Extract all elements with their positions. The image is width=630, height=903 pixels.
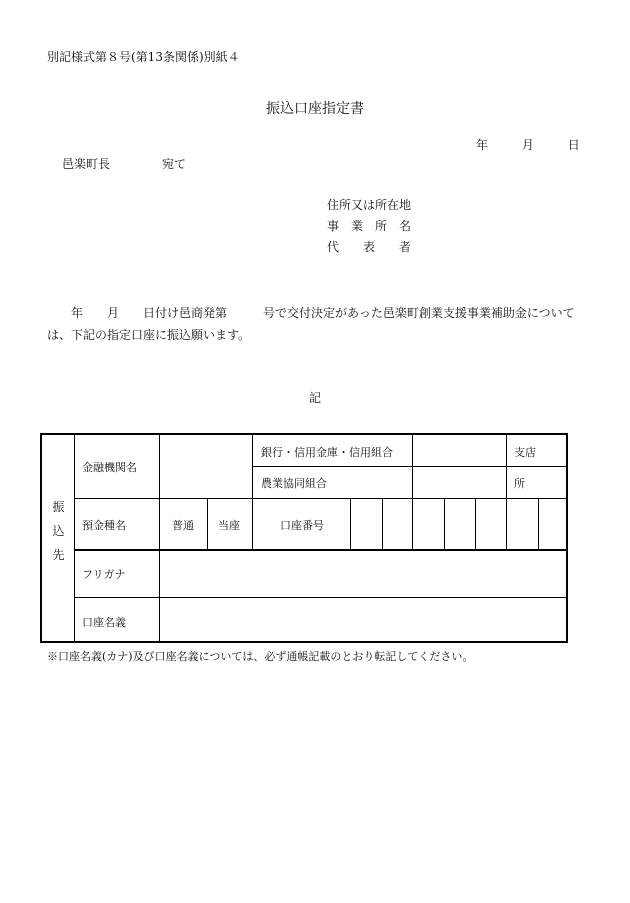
date-row (476, 136, 580, 153)
transfer-destination-label (42, 495, 75, 567)
account-name-label: 口座名義 (82, 616, 126, 629)
side-label-char: 振 (52, 500, 65, 514)
addressee-honorific: 宛て (162, 157, 187, 171)
bank-type-line2: 農業協同組合 (261, 477, 327, 490)
applicant-representative-label: 代 表 者 (327, 240, 412, 254)
branch-office-label: 所 (514, 477, 525, 490)
document-title: 振込口座指定書 (266, 101, 364, 117)
branch-label: 支店 (514, 446, 536, 459)
date-year: 年 (476, 138, 489, 152)
deposit-type-label: 預金種名 (82, 519, 126, 532)
addressee (62, 155, 186, 172)
side-label-char: 込 (52, 524, 65, 538)
footnote: ※口座名義(カナ)及び口座名義については、必ず通帳記載のとおり転記してください。 (47, 650, 474, 663)
body-text: 年 月 日付け邑商発第 号で交付決定があった邑楽町創業支援事業補助金については、下記の指定口座に振込願います。 (47, 306, 575, 342)
date-day: 日 (567, 138, 580, 152)
deposit-normal-option: 普通 (172, 519, 194, 532)
bank-type-line1: 銀行・信用金庫・信用組合 (261, 446, 393, 459)
applicant-office-label: 事 業 所 名 (327, 219, 412, 233)
addressee-name: 邑楽町長 (62, 157, 111, 171)
applicant-address-label: 住所又は所在地 (327, 198, 412, 212)
ki-heading: 記 (308, 391, 321, 405)
account-number-label: 口座番号 (280, 519, 324, 532)
deposit-current-option: 当座 (218, 519, 240, 532)
date-month: 月 (521, 138, 534, 152)
form-reference: 別記様式第８号(第13条関係)別紙４ (47, 50, 240, 64)
kana-label: フリガナ (82, 568, 126, 581)
account-table (40, 433, 568, 643)
bank-name-label: 金融機関名 (82, 461, 137, 474)
side-label-char: 先 (52, 548, 65, 562)
